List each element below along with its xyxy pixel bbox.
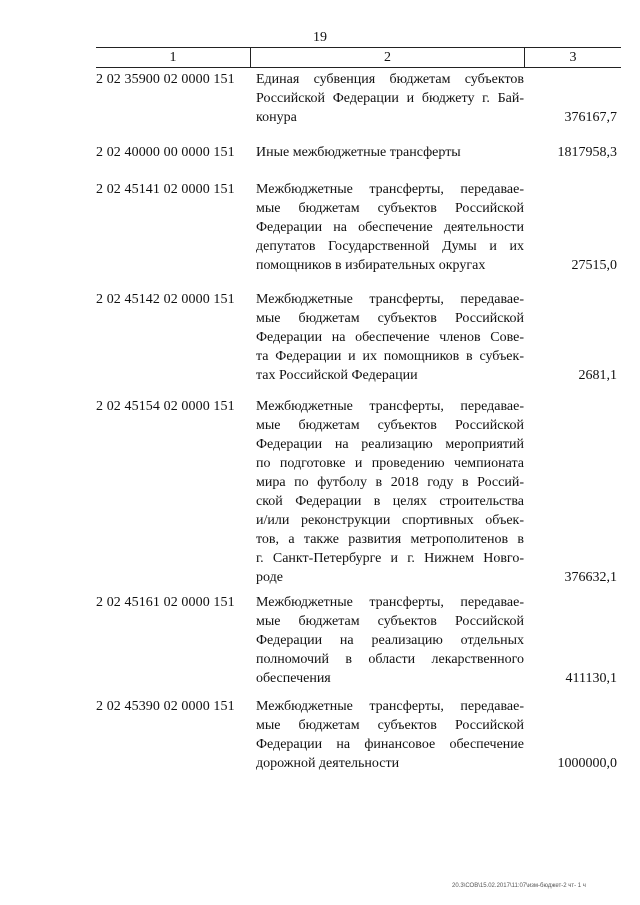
description-line: Межбюджетные трансферты, передавае-: [256, 699, 524, 714]
description-line: конура: [256, 110, 297, 125]
description-line: мые бюджетам субъектов Российской: [256, 718, 524, 733]
description-line: Российской Федерации и бюджету г. Бай-: [256, 91, 524, 106]
description-line: мые бюджетам субъектов Российской: [256, 201, 524, 216]
column-header-3: 3: [569, 50, 577, 65]
column-header-2: 2: [251, 48, 525, 67]
row-amount: 27515,0: [571, 258, 617, 273]
description-line: Федерации на финансовое обеспечение: [256, 737, 524, 752]
row-amount: 1817958,3: [557, 145, 617, 160]
table-header: [96, 47, 621, 68]
description-line: полномочий в области лекарственного: [256, 652, 524, 667]
description-line: мые бюджетам субъектов Российской: [256, 614, 524, 629]
row-amount: 411130,1: [565, 671, 617, 686]
description-line: Федерации на реализацию отдельных: [256, 633, 524, 648]
description-line: мые бюджетам субъектов Российской: [256, 418, 524, 433]
row-description: [256, 593, 524, 688]
description-line: г. Санкт-Петербурге и г. Нижнем Новго-: [256, 551, 524, 566]
row-amount: 376167,7: [564, 110, 617, 125]
description-line: Иные межбюджетные трансферты: [256, 145, 461, 160]
description-line: Федерации на обеспечение членов Сове-: [256, 330, 524, 345]
page-number: 19: [313, 30, 327, 45]
description-line: Межбюджетные трансферты, передавае-: [256, 595, 524, 610]
description-line: мира по футболу в 2018 году в Россий-: [256, 475, 524, 490]
description-line: тах Российской Федерации: [256, 368, 418, 383]
budget-code: 2 02 35900 02 0000 151: [96, 72, 235, 87]
column-header-1: 1: [96, 48, 251, 67]
budget-code: 2 02 45141 02 0000 151: [96, 182, 235, 197]
description-line: Межбюджетные трансферты, передавае-: [256, 399, 524, 414]
budget-code: 2 02 45390 02 0000 151: [96, 699, 235, 714]
row-amount: 1000000,0: [557, 756, 617, 771]
description-line: Федерации на обеспечение деятельности: [256, 220, 524, 235]
description-line: Единая субвенция бюджетам субъектов: [256, 72, 524, 87]
description-line: роде: [256, 570, 283, 585]
budget-code: 2 02 45142 02 0000 151: [96, 292, 235, 307]
description-line: ской Федерации в целях строительства: [256, 494, 524, 509]
description-line: тов, а также развития метрополитенов в: [256, 532, 524, 547]
footer-note: 20.3\СОВ\15.02.2017\11:07\изм-бюджет-2 чт- 1 ч: [452, 883, 586, 889]
row-description: [256, 397, 524, 587]
description-line: по подготовке и проведению чемпионата: [256, 456, 524, 471]
row-description: [256, 180, 524, 275]
description-line: депутатов Государственной Думы и их: [256, 239, 524, 254]
description-line: Межбюджетные трансферты, передавае-: [256, 292, 524, 307]
row-description: [256, 290, 524, 385]
row-amount: 376632,1: [564, 570, 617, 585]
row-description: [256, 143, 524, 162]
row-amount: 2681,1: [578, 368, 617, 383]
description-line: мые бюджетам субъектов Российской: [256, 311, 524, 326]
description-line: дорожной деятельности: [256, 756, 400, 771]
description-line: Межбюджетные трансферты, передавае-: [256, 182, 524, 197]
description-line: та Федерации и их помощников в субъек-: [256, 349, 524, 364]
budget-code: 2 02 45154 02 0000 151: [96, 399, 235, 414]
row-description: [256, 697, 524, 773]
description-line: обеспечения: [256, 671, 331, 686]
description-line: и/или реконструкции спортивных объек-: [256, 513, 524, 528]
description-line: помощников в избирательных округах: [256, 258, 486, 273]
description-line: Федерации на реализацию мероприятий: [256, 437, 524, 452]
budget-code: 2 02 40000 00 0000 151: [96, 145, 235, 160]
budget-code: 2 02 45161 02 0000 151: [96, 595, 235, 610]
row-description: [256, 70, 524, 127]
